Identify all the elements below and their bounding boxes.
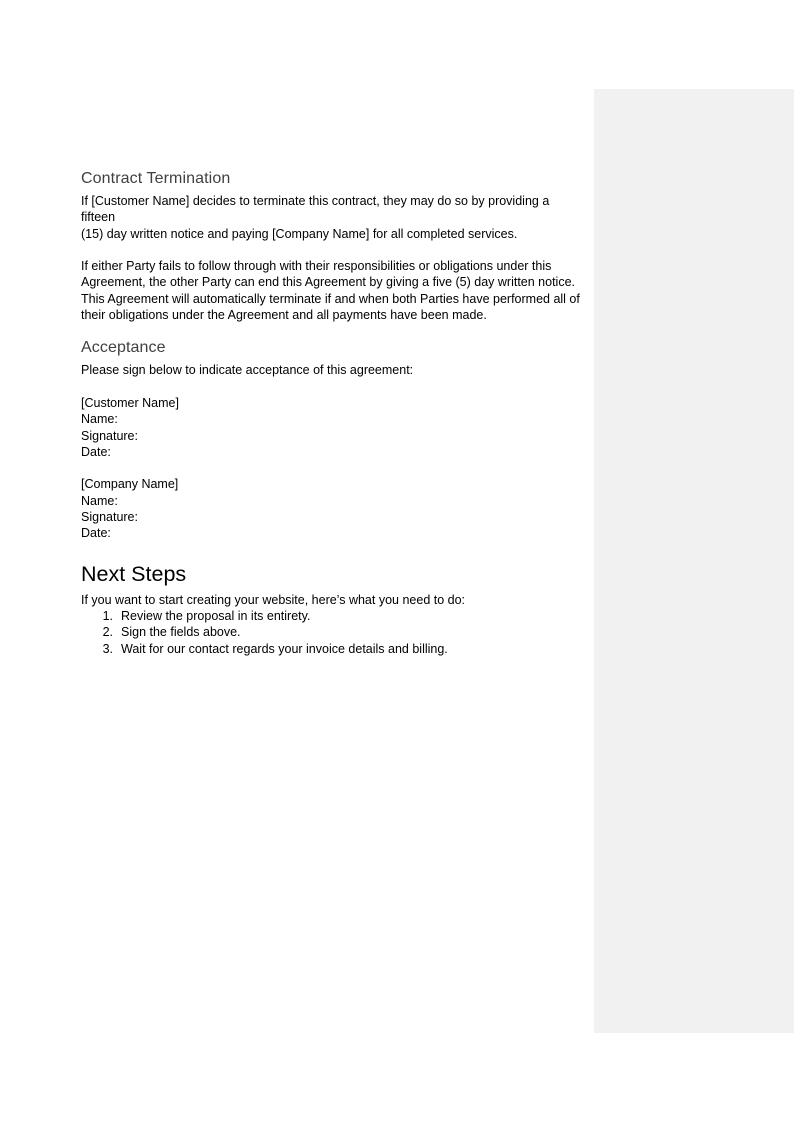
comment-pane: [594, 89, 794, 1033]
text-line: their obligations under the Agreement and all payments have been made.: [81, 308, 487, 323]
acceptance-intro: Please sign below to indicate acceptance of this agreement:: [81, 363, 414, 378]
company-name-field: Name:: [81, 493, 118, 508]
termination-paragraph-1: [81, 193, 586, 242]
text-line: (15) day written notice and paying [Company Name] for all completed services.: [81, 226, 518, 241]
list-item: [81, 624, 586, 640]
list-text: Review the proposal in its entirety.: [121, 608, 311, 623]
company-date-field: Date:: [81, 526, 111, 541]
customer-date-field: Date:: [81, 444, 111, 459]
termination-heading: Contract Termination: [81, 170, 231, 187]
next-steps-list: [81, 608, 586, 657]
customer-signature-block: [81, 395, 586, 460]
list-number: 2.: [102, 625, 113, 640]
company-party-label: [Company Name]: [81, 477, 179, 492]
company-signature-field: Signature:: [81, 510, 138, 525]
text-line: Agreement, the other Party can end this Agreement by giving a five (5) day written notice.: [81, 275, 576, 290]
customer-party-label: [Customer Name]: [81, 395, 179, 410]
list-number: 1.: [102, 608, 113, 623]
text-line: If either Party fails to follow through with their responsibilities or obligations under this: [81, 259, 552, 274]
acceptance-heading: Acceptance: [81, 339, 166, 357]
customer-signature-field: Signature:: [81, 428, 138, 443]
next-steps-intro: If you want to start creating your website, here’s what you need to do:: [81, 592, 466, 607]
list-text: Sign the fields above.: [121, 625, 241, 640]
text-line: If [Customer Name] decides to terminate this contract, they may do so by providing a fifteen: [81, 194, 550, 225]
text-line: This Agreement will automatically terminate if and when both Parties have performed all of: [81, 291, 580, 306]
document-body: [81, 169, 586, 657]
list-text: Wait for our contact regards your invoice details and billing.: [121, 641, 448, 656]
next-steps-heading: Next Steps: [81, 561, 187, 586]
company-signature-block: [81, 476, 586, 541]
list-item: [81, 641, 586, 657]
termination-paragraph-2: [81, 258, 586, 323]
customer-name-field: Name:: [81, 412, 118, 427]
list-item: [81, 608, 586, 624]
list-number: 3.: [102, 641, 113, 656]
